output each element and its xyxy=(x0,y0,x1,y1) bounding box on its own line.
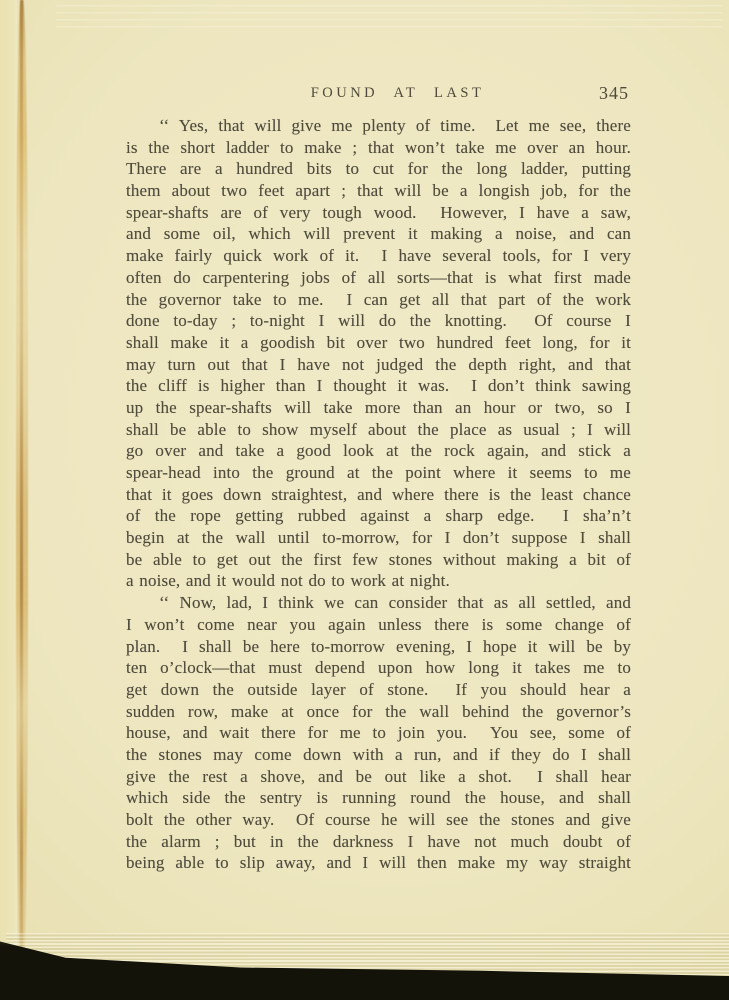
text-line: go over and take a good look at the rock again, and stick a xyxy=(126,441,631,461)
text-line: I won’t come near you again unless there is some change of xyxy=(126,614,631,634)
text-line: There are a hundred bits to cut for the long ladder, putting xyxy=(126,159,631,179)
text-line: be able to get out the first few stones without making a bit of xyxy=(126,549,631,569)
text-line: of the rope getting rubbed against a sharp edge. I sha’n’t xyxy=(126,506,631,526)
binding-crease-line xyxy=(20,0,23,970)
text-line: up the spear-shafts will take more than an hour or two, so I xyxy=(126,397,631,417)
page-edge-left xyxy=(0,0,17,974)
text-line: spear-head into the ground at the point where it seems to me xyxy=(126,463,631,482)
text-line: done to-day ; to-night I will do the knotting. Of course I xyxy=(126,311,631,331)
text-line: and some oil, which will prevent it making a noise, and can xyxy=(126,224,631,244)
text-line: house, and wait there for me to join you. You see, some of xyxy=(126,723,631,743)
text-line: which side the sentry is running round the house, and shall xyxy=(126,788,631,808)
text-line: ten o’clock—that must depend upon how long it takes me to xyxy=(126,658,631,678)
text-line: being able to slip away, and I will then make my way straight xyxy=(126,853,631,873)
text-line: begin at the wall until to-morrow, for I don’t suppose I shall xyxy=(126,528,631,548)
text-line: often do carpentering jobs of all sorts—that is what first made xyxy=(126,267,631,287)
text-line: get down the outside layer of stone. If you should hear a xyxy=(126,679,631,699)
text-line: the stones may come down with a run, and if they do I shall xyxy=(126,744,631,764)
text-line: give the rest a shove, and be out like a shot. I shall hear xyxy=(126,766,631,786)
text-line: is the short ladder to make ; that won’t take me over an hour. xyxy=(126,137,631,157)
text-line: spear-shafts are of very tough wood. However, I have a saw, xyxy=(126,202,631,222)
text-line: plan. I shall be here to-morrow evening, I hope it will be by xyxy=(126,636,631,656)
text-line: bolt the other way. Of course he will see the stones and give xyxy=(126,810,631,829)
text-line: sudden row, make at once for the wall behind the governor’s xyxy=(126,701,631,721)
text-line: make fairly quick work of it. I have several tools, for I very xyxy=(126,246,631,266)
text-line: that it goes down straightest, and where there is the least chance xyxy=(126,484,631,504)
text-line: the cliff is higher than I thought it was. I don’t think sawing xyxy=(126,376,631,396)
body-text xyxy=(126,115,631,874)
running-header-row xyxy=(125,83,631,103)
text-line: shall make it a goodish bit over two hundred feet long, for it xyxy=(126,332,631,352)
running-header-title: FOUND AT LAST xyxy=(310,85,485,101)
text-line: the alarm ; but in the darkness I have not much doubt of xyxy=(126,831,631,851)
text-line: shall be able to show myself about the place as usual ; I will xyxy=(126,419,631,439)
text-line: ‘‘ Yes, that will give me plenty of time. Let me see, there xyxy=(159,116,631,135)
text-line: a noise, and it would not do to work at night. xyxy=(126,571,450,591)
page-stack-top-edges xyxy=(56,5,723,29)
text-line: may turn out that I have not judged the depth right, and that xyxy=(126,354,631,374)
page-number: 345 xyxy=(599,83,629,103)
text-line: ‘‘ Now, lad, I think we can consider that as all settled, and xyxy=(159,593,631,613)
text-line: them about two feet apart ; that will be a longish job, for the xyxy=(126,181,631,201)
text-line: the governor take to me. I can get all that part of the work xyxy=(126,289,631,309)
